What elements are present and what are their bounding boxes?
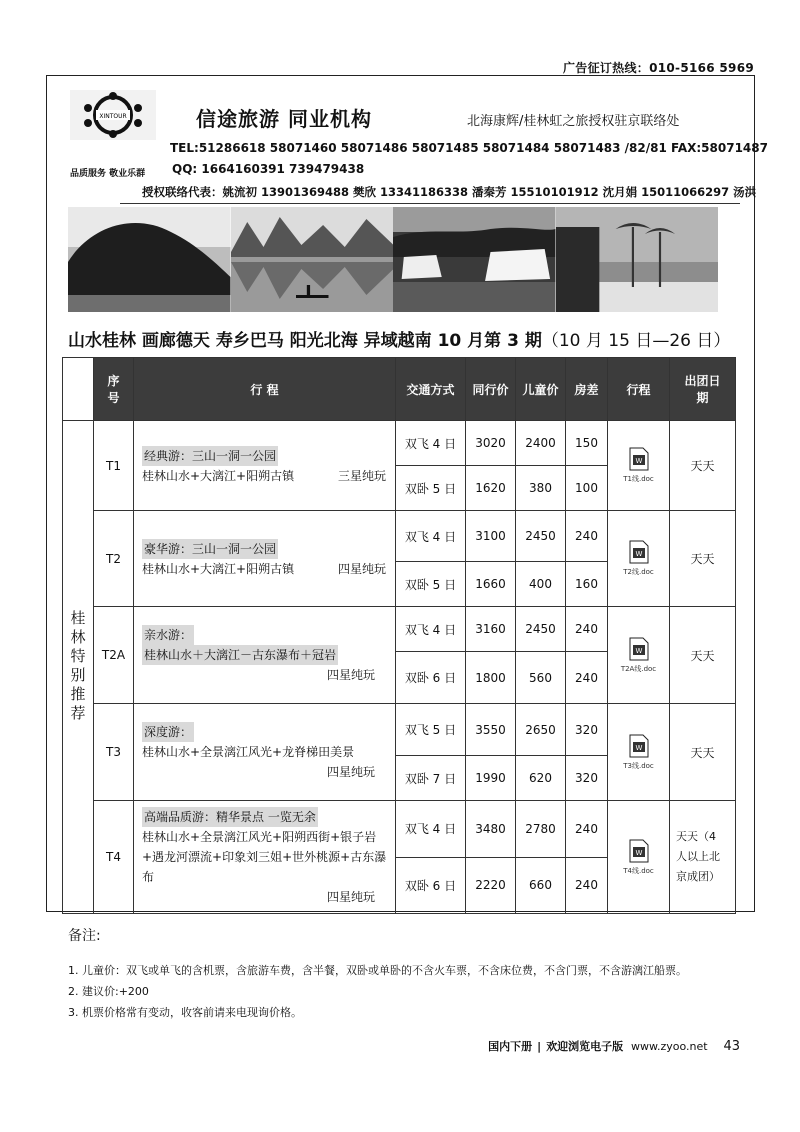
svg-text:W: W — [635, 646, 642, 655]
route-line: 桂林山水+大漓江+阳朔古镇 — [142, 561, 295, 576]
route-code: T4 — [94, 801, 134, 914]
child-price-cell: 560 — [516, 652, 566, 704]
table-row — [63, 511, 736, 562]
footer-section: 国内下册 — [488, 1040, 533, 1053]
child-price-cell: 2450 — [516, 511, 566, 562]
transport-cell: 双飞 4 日 — [396, 421, 466, 466]
word-doc-icon — [629, 734, 649, 758]
header-room-diff: 房差 — [566, 358, 608, 421]
logo-text: XINTOUR — [99, 113, 127, 120]
peer-price-cell: 3480 — [466, 801, 516, 858]
headline-title: 山水桂林 画廊德天 寿乡巴马 阳光北海 异域越南 10 月第 3 期 — [68, 331, 542, 351]
route-title: 经典游：三山一洞一公园 — [142, 446, 278, 466]
transport-cell: 双卧 5 日 — [396, 562, 466, 607]
table-row — [63, 704, 736, 756]
route-star: 三星纯玩 — [337, 468, 386, 483]
route-description — [134, 421, 396, 511]
route-star: 四星纯玩 — [337, 561, 386, 576]
departure-cell: 天天 — [670, 704, 736, 801]
doc-filename: T2线.doc — [623, 568, 654, 576]
photo-li-river-fisherman — [231, 207, 394, 312]
transport-cell: 双卧 6 日 — [396, 652, 466, 704]
doc-filename: T1线.doc — [623, 475, 654, 483]
transport-cell: 双卧 6 日 — [396, 857, 466, 914]
itinerary-cell — [608, 421, 670, 511]
svg-text:W: W — [635, 743, 642, 752]
header-departure: 出团日期 — [670, 358, 736, 421]
transport-cell: 双飞 5 日 — [396, 704, 466, 756]
page-number: 43 — [723, 1039, 740, 1054]
transport-cell: 双卧 5 日 — [396, 466, 466, 511]
peer-price-cell: 2220 — [466, 857, 516, 914]
departure-cell: 天天（4 人以上北京成团） — [670, 801, 736, 914]
representatives-line: 授权联络代表：姚流初 13901369488 樊欣 13341186338 潘秦芳 15510101912 沈月娟 15011066297 汤洪 — [142, 185, 757, 199]
notes-list — [68, 960, 687, 1023]
route-code: T1 — [94, 421, 134, 511]
header-transport: 交通方式 — [396, 358, 466, 421]
svg-text:W: W — [635, 848, 642, 857]
route-title: 深度游： — [142, 722, 194, 742]
header-route: 行 程 — [134, 358, 396, 421]
authorization-text: 北海康辉/桂林虹之旅授权驻京联络处 — [467, 114, 680, 129]
route-description — [134, 511, 396, 607]
qq-line: QQ: 1664160391 739479438 — [172, 162, 365, 176]
room-diff-cell: 240 — [566, 857, 608, 914]
svg-text:W: W — [635, 457, 642, 465]
word-doc-icon — [629, 540, 649, 564]
child-price-cell: 380 — [516, 466, 566, 511]
room-diff-cell: 240 — [566, 652, 608, 704]
word-doc-icon — [629, 839, 649, 863]
tel-fax-line: TEL:51286618 58071460 58071486 58071485 58071484 58071483 /82/81 FAX:58071487 — [170, 141, 768, 155]
peer-price-cell: 3100 — [466, 511, 516, 562]
room-diff-cell: 160 — [566, 562, 608, 607]
peer-price-cell: 1990 — [466, 756, 516, 801]
itinerary-cell — [608, 704, 670, 801]
word-doc-icon — [629, 637, 649, 661]
page-footer: 国内下册 | 欢迎浏览电子版 www.zyoo.net 43 — [488, 1039, 740, 1054]
route-line: 桂林山水+全景漓江风光+龙脊梯田美景 — [142, 745, 355, 759]
word-doc-icon — [629, 447, 649, 471]
route-title: 亲水游： — [142, 625, 194, 645]
doc-filename: T2A线.doc — [620, 664, 657, 673]
room-diff-cell: 320 — [566, 756, 608, 801]
route-line: 桂林山水+全景漓江风光+阳朔西街+银子岩+遇龙河漂流+印象刘三姐+世外桃源+古东瀑布 — [142, 830, 387, 884]
route-description — [134, 607, 396, 704]
company-logo — [70, 90, 156, 140]
issue-headline — [68, 326, 730, 351]
route-star: 四星纯玩 — [326, 668, 375, 682]
peer-price-cell: 1800 — [466, 652, 516, 704]
photo-beach-palms — [556, 207, 719, 312]
category-cell — [63, 421, 94, 914]
room-diff-cell: 100 — [566, 466, 608, 511]
peer-price-cell: 3020 — [466, 421, 516, 466]
header-itinerary: 行程 — [608, 358, 670, 421]
itinerary-cell — [608, 607, 670, 704]
route-code: T3 — [94, 704, 134, 801]
photo-waterfall — [393, 207, 556, 312]
tour-price-table — [62, 357, 736, 914]
route-description — [134, 801, 396, 914]
doc-filename: T3线.doc — [623, 761, 654, 770]
itinerary-doc-link[interactable] — [608, 540, 669, 577]
transport-cell: 双飞 4 日 — [396, 607, 466, 652]
note-item: 3. 机票价格常有变动，收客前请来电现询价格。 — [68, 1006, 302, 1019]
departure-cell: 天天 — [670, 421, 736, 511]
itinerary-cell — [608, 511, 670, 607]
itinerary-doc-link[interactable] — [608, 734, 669, 771]
room-diff-cell: 240 — [566, 511, 608, 562]
svg-text:W: W — [635, 550, 642, 558]
route-title: 豪华游：三山一洞一公园 — [142, 539, 278, 559]
room-diff-cell: 320 — [566, 704, 608, 756]
itinerary-doc-link[interactable] — [608, 447, 669, 484]
table-row — [63, 421, 736, 466]
route-line: 桂林山水＋大漓江－古东瀑布＋冠岩 — [142, 645, 338, 665]
photo-karst-hill — [68, 207, 231, 312]
itinerary-doc-link[interactable] — [608, 839, 669, 876]
header-corner — [63, 358, 94, 421]
itinerary-cell — [608, 801, 670, 914]
transport-cell: 双卧 7 日 — [396, 756, 466, 801]
route-code: T2A — [94, 607, 134, 704]
note-item: 1. 儿童价：双飞或单飞的含机票，含旅游车费，含半餐，双卧或单卧的不含火车票，不含床位费，不含门票，不含游漓江船票。 — [68, 964, 687, 977]
room-diff-cell: 240 — [566, 607, 608, 652]
ad-hotline: 广告征订热线：010-5166 5969 — [562, 61, 754, 75]
peer-price-cell: 3550 — [466, 704, 516, 756]
header-peer-price: 同行价 — [466, 358, 516, 421]
peer-price-cell: 1620 — [466, 466, 516, 511]
transport-cell: 双飞 4 日 — [396, 801, 466, 858]
room-diff-cell: 150 — [566, 421, 608, 466]
child-price-cell: 620 — [516, 756, 566, 801]
child-price-cell: 2650 — [516, 704, 566, 756]
table-header-row — [63, 358, 736, 421]
route-code: T2 — [94, 511, 134, 607]
departure-cell: 天天 — [670, 607, 736, 704]
footer-welcome: 欢迎浏览电子版 — [546, 1040, 624, 1053]
child-price-cell: 2780 — [516, 801, 566, 858]
header-divider — [120, 203, 740, 204]
itinerary-doc-link[interactable] — [608, 637, 669, 674]
notes-title: 备注: — [68, 928, 101, 944]
headline-dates: （10 月 15 日—26 日） — [541, 331, 731, 351]
table-row — [63, 607, 736, 652]
child-price-cell: 660 — [516, 857, 566, 914]
route-star: 四星纯玩 — [326, 890, 375, 904]
category-label: 桂林特别推荐 — [68, 610, 87, 724]
header-child-price: 儿童价 — [516, 358, 566, 421]
header-seq: 序号 — [94, 358, 134, 421]
child-price-cell: 2400 — [516, 421, 566, 466]
scenery-photo-strip — [68, 207, 718, 312]
footer-site-link[interactable]: www.zyoo.net — [631, 1040, 708, 1053]
transport-cell: 双飞 4 日 — [396, 511, 466, 562]
doc-filename: T4线.doc — [623, 866, 654, 875]
route-star: 四星纯玩 — [326, 765, 375, 779]
peer-price-cell: 3160 — [466, 607, 516, 652]
company-name: 信途旅游 同业机构 — [196, 107, 372, 131]
room-diff-cell: 240 — [566, 801, 608, 858]
slogan: 品质服务 敬业乐群 — [70, 169, 146, 179]
note-item: 2. 建议价:+200 — [68, 985, 149, 998]
child-price-cell: 400 — [516, 562, 566, 607]
peer-price-cell: 1660 — [466, 562, 516, 607]
table-row — [63, 801, 736, 858]
route-title: 高端品质游：精华景点 一览无余 — [142, 807, 318, 827]
route-line: 桂林山水+大漓江+阳朔古镇 — [142, 468, 295, 483]
route-description — [134, 704, 396, 801]
departure-cell: 天天 — [670, 511, 736, 607]
child-price-cell: 2450 — [516, 607, 566, 652]
